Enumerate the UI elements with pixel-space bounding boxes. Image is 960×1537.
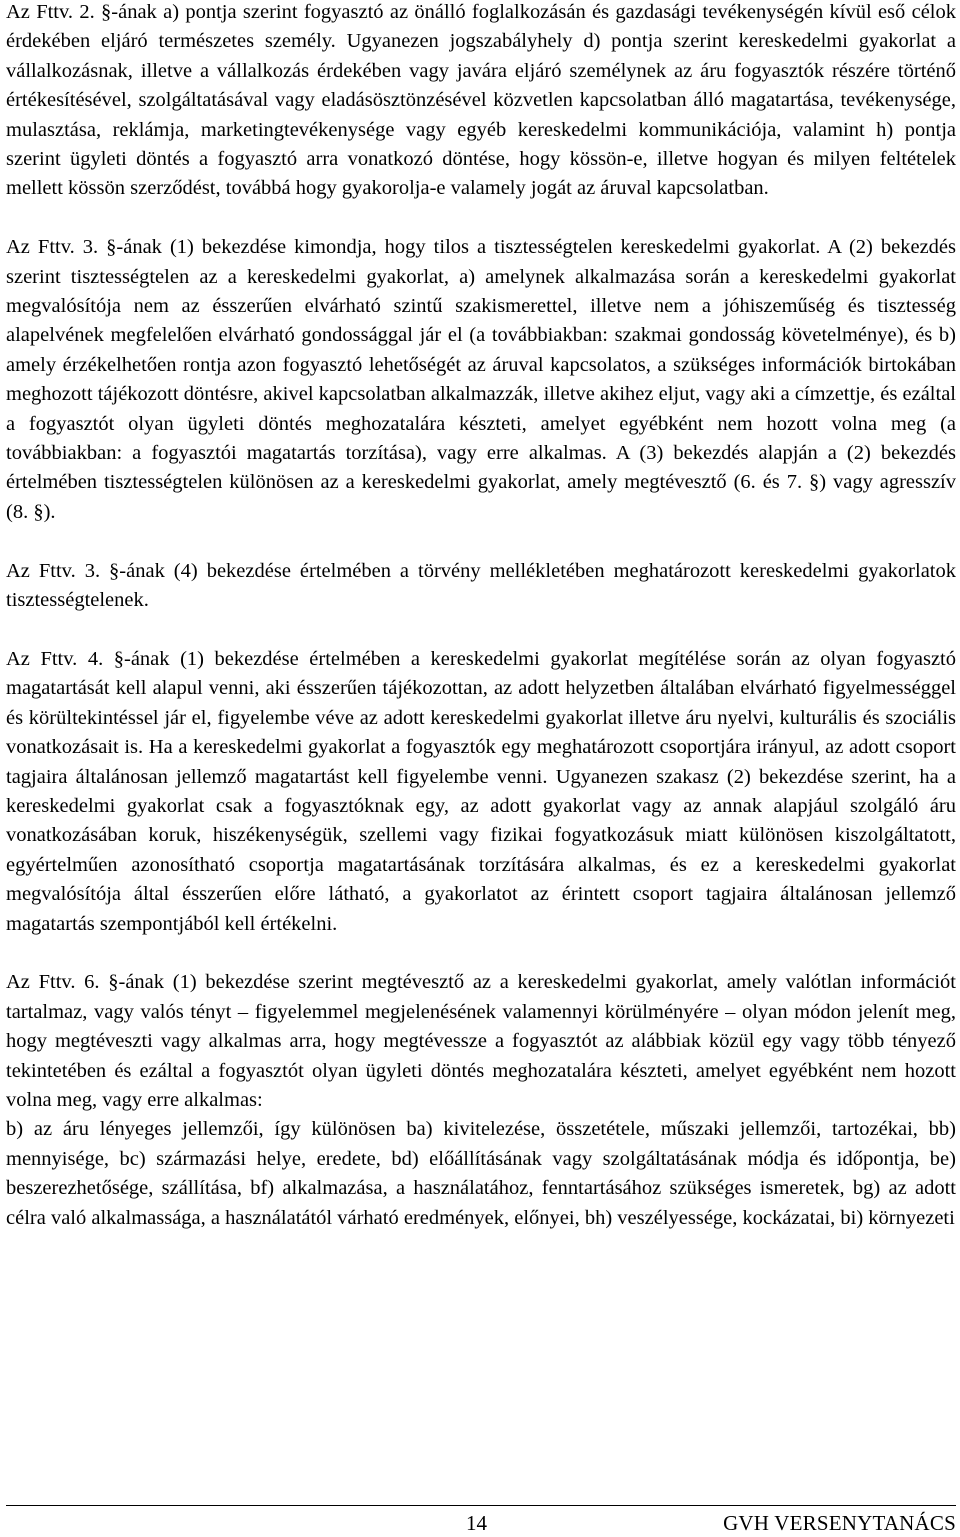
- paragraph-annex-practices: Az Fttv. 3. §-ának (4) bekezdése értelmében a törvény mellékletében meghatározott kereskedelmi gyakorlatok tisztességtelenek.: [6, 559, 956, 612]
- footer-organization: GVH VERSENYTANÁCS: [723, 1511, 956, 1535]
- paragraph-average-consumer: Az Fttv. 4. §-ának (1) bekezdése értelmében a kereskedelmi gyakorlat megítélése során az olyan fogyasztó magatartását kell alapul venni, aki ésszerűen tájékozottan, az adott helyzetben általában elvárható figyelmességgel és körültekintéssel jár el, figyelembe véve az adott kereskedelmi gyakorlat illetve áru nyelvi, kulturális és szociális vonatkozásait is. Ha a kereskedelmi gyakorlat a fogyasztók egy meghatározott csoportjára irányul, az adott csoport tagjaira általánosan jellemző magatartást kell figyelembe venni. Ugyanezen szakasz (2) bekezdése szerint, ha a kereskedelmi gyakorlat csak a fogyasztóknak egy, az adott gyakorlat vagy az annak alapjául szolgáló áru vonatkozásában koruk, hiszékenységük, szellemi vagy fizikai fogyatkozásuk miatt különösen kiszolgáltatott, egyértelműen azonosítható csoportja magatartásának torzítására alkalmas, és ez a kereskedelmi gyakorlat megvalósítója által ésszerűen előre látható, a gyakorlatot az érintett csoport tagjaira általánosan jellemző magatartás szempontjából kell értékelni.: [6, 647, 956, 935]
- paragraph-product-characteristics: b) az áru lényeges jellemzői, így különösen ba) kivitelezése, összetétele, műszaki jellemzői, tartozékai, bb) mennyisége, bc) származási helye, eredete, bd) előállításának vagy szolgáltatásának módja és időpontja, be) beszerezhetősége, szállítása, bf) alkalmazása, a használatához, fenntartásához szükséges ismeretek, bg) az adott célra való alkalmassága, a használatától várható eredmények, előnyei, bh) veszélyessége, kockázatai, bi) környezeti: [6, 1118, 956, 1229]
- document-page: [6, 0, 956, 1233]
- paragraph-consumer-definition: Az Fttv. 2. §-ának a) pontja szerint fogyasztó az önálló foglalkozásán és gazdasági tevékenységén kívül eső célok érdekében eljáró természetes személy. Ugyanezen jogszabályhely d) pontja szerint kereskedelmi gyakorlat a vállalkozásnak, illetve a vállalkozás érdekében vagy javára eljáró személynek az áru fogyasztók részére történő értékesítésével, szolgáltatásával vagy eladásösztönzésével közvetlen kapcsolatban álló magatartása, tevékenysége, mulasztása, reklámja, marketingtevékenysége vagy egyéb kereskedelmi kommunikációja, valamint h) pontja szerint ügyleti döntés a fogyasztó arra vonatkozó döntése, hogy kössön-e, illetve hogyan és milyen feltételek mellett kössön szerződést, továbbá hogy gyakorolja-e valamely jogát az áruval kapcsolatban.: [6, 1, 956, 200]
- page-number: 14: [466, 1511, 487, 1535]
- paragraph-misleading-practice: Az Fttv. 6. §-ának (1) bekezdése szerint megtévesztő az a kereskedelmi gyakorlat, amely valótlan információt tartalmaz, vagy valós tényt – figyelemmel megjelenésének valamennyi körülményére – olyan módon jelenít meg, hogy megtéveszti vagy alkalmas arra, hogy megtévessze a fogyasztót az alábbiak közül egy vagy több tényező tekintetében és ezáltal a fogyasztót olyan ügyleti döntés meghozatalára készteti, amelyet egyébként nem hozott volna meg, vagy erre alkalmas:: [6, 971, 956, 1111]
- footer-divider: [6, 1505, 956, 1506]
- paragraph-unfair-practice: Az Fttv. 3. §-ának (1) bekezdése kimondja, hogy tilos a tisztességtelen kereskedelmi gyakorlat. A (2) bekezdés szerint tisztességtelen az a kereskedelmi gyakorlat, a) amelynek alkalmazása során a kereskedelmi gyakorlat megvalósítója nem az ésszerűen elvárható szintű szakismerettel, illetve nem a jóhiszeműség és tisztesség alapelvének megfelelően elvárható gondossággal jár el (a továbbiakban: szakmai gondosság követelménye), és b) amely érzékelhetően rontja azon fogyasztó lehetőségét az áruval kapcsolatos, a szükséges információk birtokában meghozott tájékozott döntésre, akivel kapcsolatban alkalmazzák, illetve akihez eljut, vagy aki a címzettje, és ezáltal a fogyasztót olyan ügyleti döntés meghozatalára készteti, amelyet egyébként nem hozott volna meg (a továbbiakban: a fogyasztói magatartás torzítása), vagy erre alkalmas. A (3) bekezdés alapján a (2) bekezdés értelmében tisztességtelen különösen az a kereskedelmi gyakorlat, amely megtévesztő (6. és 7. §) vagy agresszív (8. §).: [6, 236, 956, 523]
